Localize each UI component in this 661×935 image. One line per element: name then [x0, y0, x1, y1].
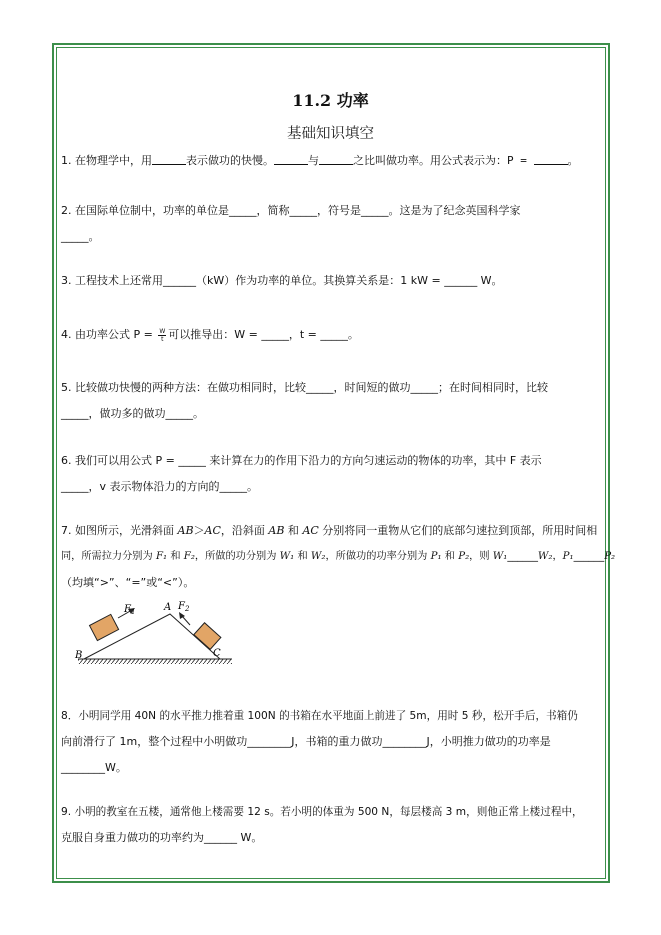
question-8-line-2: 向前滑行了 1m，整个过程中小明做功________J，书箱的重力做功________J，小明推力做功的功率是 — [61, 735, 551, 748]
question-7-line-2: 同，所需拉力分别为 F₁ 和 F₂，所做的功分别为 W₁ 和 W₂，所做功的功率分别为 P₁ 和 P₂，则 W₁______W₂，P₁______P₂ — [61, 551, 616, 562]
question-5-line-1: 5. 比较做功快慢的两种方法：在做功相同时，比较_____，时间短的做功_____；在时间相同时，比较 — [61, 381, 548, 394]
question-7-line-1: 7. 如图所示，光滑斜面 AB＞AC，沿斜面 AB 和 AC 分别将同一重物从它们的底部匀速拉到顶部，所用时间相 — [61, 524, 598, 537]
inclined-plane-diagram — [72, 598, 238, 666]
block-on-AC — [194, 623, 221, 650]
question-8-line-3: ________W。 — [61, 761, 127, 774]
label-f1: $F_1$ — [124, 604, 136, 616]
question-2-line-1: 2. 在国际单位制中，功率的单位是_____，简称_____，符号是_____。这是为了纪念英国科学家 — [61, 204, 521, 217]
question-9-line-1: 9. 小明的教室在五楼，通常他上楼需要 12 s。若小明的体重为 500 N，每层楼高 3 m，则他正常上楼过程中， — [61, 806, 583, 818]
question-8-line-1: 8．小明同学用 40N 的水平推力推着重 100N 的书箱在水平地面上前进了 5m，用时 5 秒，松开手后，书箱仍 — [61, 710, 578, 722]
force-arrow-f2 — [182, 616, 190, 625]
block-on-AB — [89, 614, 118, 640]
question-3: 3. 工程技术上还常用______（kW）作为功率的单位。其换算关系是：1 kW = ______ W。 — [61, 274, 503, 287]
question-9-line-2: 克服自身重力做功的功率约为______ W。 — [61, 831, 263, 844]
label-a: A — [164, 602, 172, 613]
question-4: 4. 由功率公式 P = $\frac{W}{t}$ 可以推导出：W = _____，t = _____。 — [61, 327, 359, 343]
label-f2: $F_2$ — [178, 601, 190, 613]
question-5-line-2: _____，做功多的做功_____。 — [61, 407, 204, 420]
label-b: B — [75, 650, 83, 661]
question-2-line-2: _____。 — [61, 230, 100, 243]
page-title: 11.2 功率 — [292, 91, 369, 110]
question-6-line-2: _____，v 表示物体沿力的方向的_____。 — [61, 480, 259, 493]
question-6-line-1: 6. 我们可以用公式 P = _____ 来计算在力的作用下沿力的方向匀速运动的物体的功率，其中 F 表示 — [61, 454, 542, 467]
label-c: C — [213, 648, 221, 659]
power-fraction: $\frac{W}{t}$ — [159, 327, 166, 343]
ground-hatching — [78, 659, 232, 664]
question-7-line-3: （均填“>”、“=”或“<”）。 — [61, 576, 195, 589]
question-1: 1. 在物理学中，用 表示做功的快慢。 与 之比叫做功率。用公式表示为：P = 。 — [61, 154, 579, 167]
section-subtitle: 基础知识填空 — [287, 126, 374, 142]
